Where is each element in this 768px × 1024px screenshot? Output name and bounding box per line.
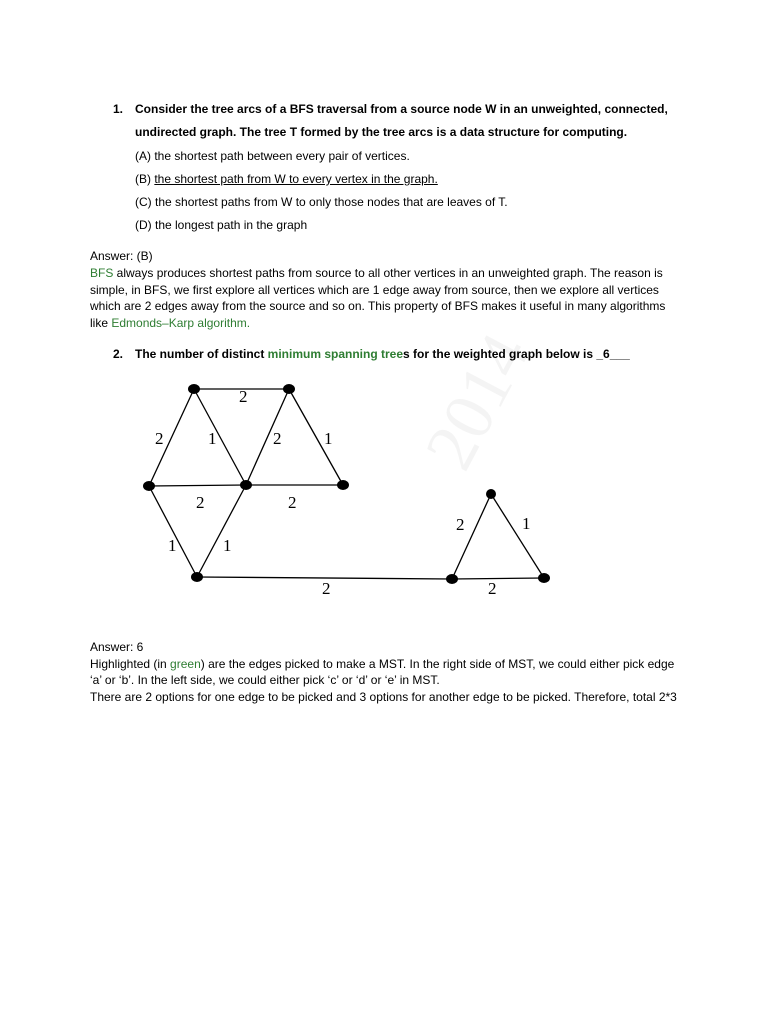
option-a-text: the shortest path between every pair of vertices.	[154, 149, 410, 163]
explanation-2-line-1-rest: ) are the edges picked to make a MST. In the right side of MST, we could either pick edge	[200, 656, 675, 671]
weight-label: 2	[239, 387, 248, 406]
green-word: green	[170, 656, 201, 671]
vertex	[538, 573, 550, 583]
vertex	[337, 480, 349, 490]
weight-label: 2	[488, 579, 497, 598]
vertex	[143, 481, 155, 491]
explanation-1-line-1-text: always produces shortest paths from source to all other vertices in an unweighted graph. The reason is	[113, 266, 663, 280]
edge-top-right-center	[246, 389, 289, 485]
option-c-prefix: (C)	[135, 195, 155, 209]
bfs-link[interactable]: BFS	[90, 266, 114, 280]
weight-label: 2	[155, 429, 164, 448]
question-2-title-suffix: s for the weighted graph below is _6___	[403, 347, 630, 361]
explanation-2-line-1-prefix: Highlighted (in	[90, 656, 171, 671]
question-1-text-line-1: Consider the tree arcs of a BFS traversal from a source node W in an unweighted, connected,	[135, 102, 668, 116]
explanation-2-line-3: There are 2 options for one edge to be picked and 3 options for another edge to be picked. Therefore, total 2*3	[90, 690, 677, 705]
weight-label: 1	[208, 429, 217, 448]
weight-label: 2	[196, 493, 205, 512]
vertex	[446, 574, 458, 584]
explanation-2-line-2: ‘a’ or ‘b’. In the left side, we could either pick ‘c’ or ‘d’ or ‘e’ in MST.	[90, 673, 440, 688]
vertex	[283, 384, 295, 394]
option-a-prefix: (A)	[135, 149, 155, 163]
option-b-text: the shortest path from W to every vertex in the graph.	[154, 172, 438, 186]
explanation-1-line-3: which are 2 edges away from the source and so on. This property of BFS makes it useful in many algorithms	[90, 299, 666, 314]
graph-vertices	[143, 384, 550, 584]
weight-label: 2	[456, 515, 465, 534]
option-c-text: the shortest paths from W to only those nodes that are leaves of T.	[155, 195, 508, 209]
question-2-title-prefix: The number of distinct	[135, 347, 268, 361]
edmonds-karp-link[interactable]: Edmonds–Karp algorithm.	[111, 316, 251, 331]
question-2-number: 2.	[113, 347, 124, 361]
edge-mid-left-bottom	[149, 486, 197, 577]
weight-label: 1	[223, 536, 232, 555]
explanation-1-line-2: simple, in BFS, we first explore all vertices which are 1 edge away from source, then we explore all vertices	[90, 282, 659, 297]
weight-label: 1	[324, 429, 333, 448]
weight-label: 2	[288, 493, 297, 512]
weight-label: 2	[322, 579, 331, 598]
edge-mid-left-center	[149, 485, 246, 486]
explanation-1-line-4-prefix: like	[90, 316, 112, 331]
option-d-prefix: (D)	[135, 218, 155, 232]
weight-label: 2	[273, 429, 282, 448]
vertex	[240, 480, 252, 490]
question-1-text-line-2: undirected graph. The tree T formed by the tree arcs is a data structure for computing.	[135, 125, 628, 139]
answer-1: Answer: (B)	[90, 249, 153, 263]
weight-label: 1	[168, 536, 177, 555]
edge-weight-labels	[155, 387, 531, 598]
edge-tri-left	[452, 494, 491, 579]
vertex	[191, 572, 203, 582]
option-d-text: the longest path in the graph	[155, 218, 308, 232]
mst-link[interactable]: minimum spanning tree	[267, 347, 404, 361]
vertex	[188, 384, 200, 394]
edge-tri-bottom	[452, 578, 544, 579]
explanation-2-line-1	[90, 656, 674, 673]
vertex	[486, 489, 496, 499]
question-1-number: 1.	[113, 102, 124, 116]
edge-top-right-right	[289, 389, 343, 485]
answer-2: Answer: 6	[90, 640, 144, 654]
option-b-prefix: (B)	[135, 172, 155, 186]
weight-label: 1	[522, 514, 531, 533]
edge-tri-right	[491, 494, 544, 578]
